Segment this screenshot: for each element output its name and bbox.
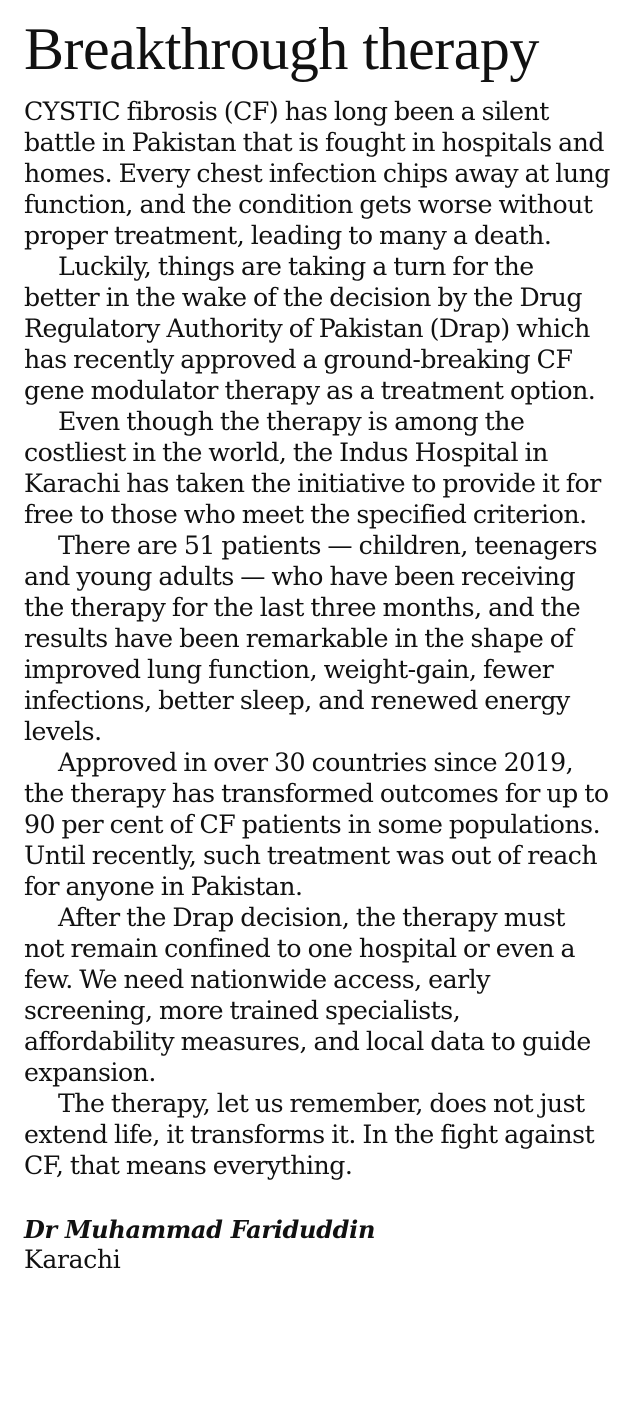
paragraph: CYSTIC fibrosis (CF) has long been a silent battle in Pakistan that is fought in hospitals and homes. Every chest infection chips away at lung function, and the condition gets worse without proper treatment, leading to many a death. bbox=[24, 97, 610, 250]
paragraph: Luckily, things are taking a turn for the better in the wake of the decision by the Drug Regulatory Authority of Pakistan (Drap) which has recently approved a ground-breaking CF gene modulator therapy as a treatment option. bbox=[24, 252, 596, 405]
paragraph: The therapy, let us remember, does not just extend life, it transforms it. In the fight against CF, that means everything. bbox=[24, 1089, 595, 1180]
author-city: Karachi bbox=[24, 1245, 121, 1274]
signature-block bbox=[24, 1215, 610, 1275]
letter-body bbox=[24, 96, 610, 1181]
paragraph: Approved in over 30 countries since 2019, the therapy has transformed outcomes for up to 90 per cent of CF patients in some populations. Until recently, such treatment was out of reach for anyone in Pakistan. bbox=[24, 748, 609, 901]
author-name: Dr Muhammad Fariduddin bbox=[24, 1215, 376, 1244]
paragraph: Even though the therapy is among the costliest in the world, the Indus Hospital in Karachi has taken the initiative to provide it for free to those who meet the specified criterion. bbox=[24, 407, 601, 529]
paragraph: There are 51 patients — children, teenagers and young adults — who have been receiving the therapy for the last three months, and the results have been remarkable in the shape of improved lung function, weight-gain, fewer infections, better sleep, and renewed energy levels. bbox=[24, 531, 598, 746]
paragraph: After the Drap decision, the therapy must not remain confined to one hospital or even a few. We need nationwide access, early screening, more trained specialists, affordability measures, and local data to guide expansion. bbox=[24, 903, 591, 1087]
headline: Breakthrough therapy bbox=[24, 16, 539, 82]
